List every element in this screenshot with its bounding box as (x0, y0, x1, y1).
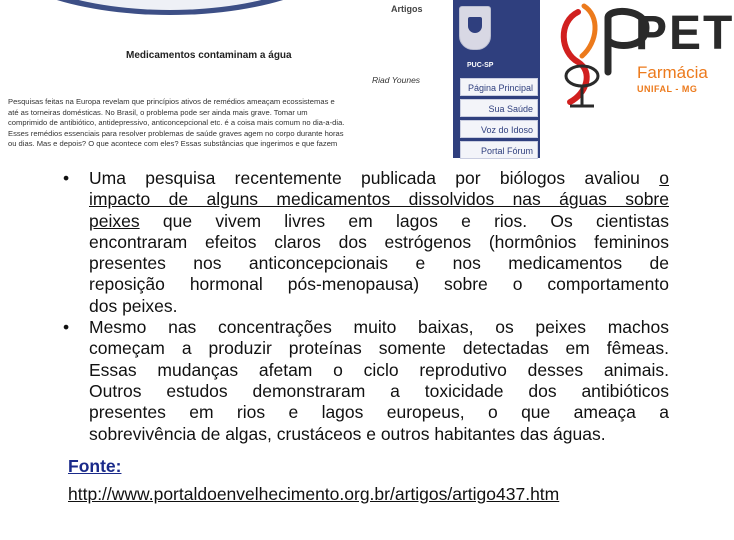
article-headline: Medicamentos contaminam a água (126, 50, 292, 61)
text-line: presentes nos anticoncepcionais e nos medicamentos de (89, 253, 669, 274)
nav-item-elderly-voice[interactable]: Voz do Idoso (460, 120, 538, 138)
logo-subtitle: UNIFAL - MG (637, 84, 698, 94)
article-body (8, 97, 428, 150)
bullet-marker: • (63, 168, 70, 188)
bullet-point (63, 168, 669, 317)
university-seal-icon (459, 6, 491, 50)
article-body-line: até as torneiras domésticas. No Brasil, o problema pode ser ainda mais grave. Tomar um (8, 107, 308, 117)
bullet-point (63, 317, 669, 445)
source-label: Fonte: (68, 456, 122, 476)
text-line: sobrevivência de algas, crustáceos e outros habitantes das águas. (89, 423, 606, 444)
text-line: reposição hormonal pós-menopausa) sobre o comportamento (89, 274, 669, 295)
text-line: peixes que vivem livres em lagos e rios. Os cientistas (89, 210, 669, 231)
university-label: PUC-SP (467, 62, 494, 69)
article-body-line: Pesquisas feitas na Europa revelam que princípios ativos de remédios ameaçam ecossistemas e (8, 97, 335, 106)
slide-body (63, 168, 669, 445)
text-line: presentes em rios e lagos europeus, o que ameaça a (89, 402, 669, 423)
text-line: Uma pesquisa recentemente publicada por biólogos avaliou o (89, 168, 669, 188)
text-line: impacto de alguns medicamentos dissolvidos nas águas sobre (89, 189, 669, 210)
logo-name: Farmácia (637, 63, 708, 82)
logo-letters: PET (635, 7, 734, 60)
header-arc-inner (0, 0, 346, 10)
text-line: começam a produzir proteínas somente detectadas em fêmeas. (89, 338, 669, 359)
text-line: dos peixes. (89, 295, 178, 316)
section-label: Artigos (391, 4, 423, 14)
article-body-line: Esses remédios essenciais para resolver problemas de saúde graves agem no corpo durante horas (8, 128, 344, 138)
nav-item-home[interactable]: Página Principal (460, 78, 538, 96)
article-author: Riad Younes (372, 75, 421, 85)
article-screenshot (0, 0, 540, 158)
article-body-line: ou dias. Mas e depois? O que acontece com eles? Essas substâncias que ingerimos e que fazem (8, 139, 338, 148)
text-line: Essas mudanças afetam o ciclo reprodutivo desses animais. (89, 359, 669, 380)
source-link[interactable]: http://www.portaldoenvelhecimento.org.br/artigos/artigo437.htm (68, 484, 560, 504)
nav-item-health[interactable]: Sua Saúde (460, 99, 538, 117)
nav-item-forum[interactable]: Portal Fórum (460, 141, 538, 159)
article-body-line: comprimido de antibiótico, antidepressivo, anticoncepcional etc. é a coisa mais comum no dia-a-dia. (8, 118, 345, 127)
bullet-marker: • (63, 317, 70, 338)
text-line: Outros estudos demonstraram a toxicidade dos antibióticos (89, 380, 669, 401)
text-line: encontraram efeitos claros dos estrógenos (hormônios femininos (89, 231, 669, 252)
text-line: Mesmo nas concentrações muito baixas, os peixes machos (89, 317, 669, 338)
